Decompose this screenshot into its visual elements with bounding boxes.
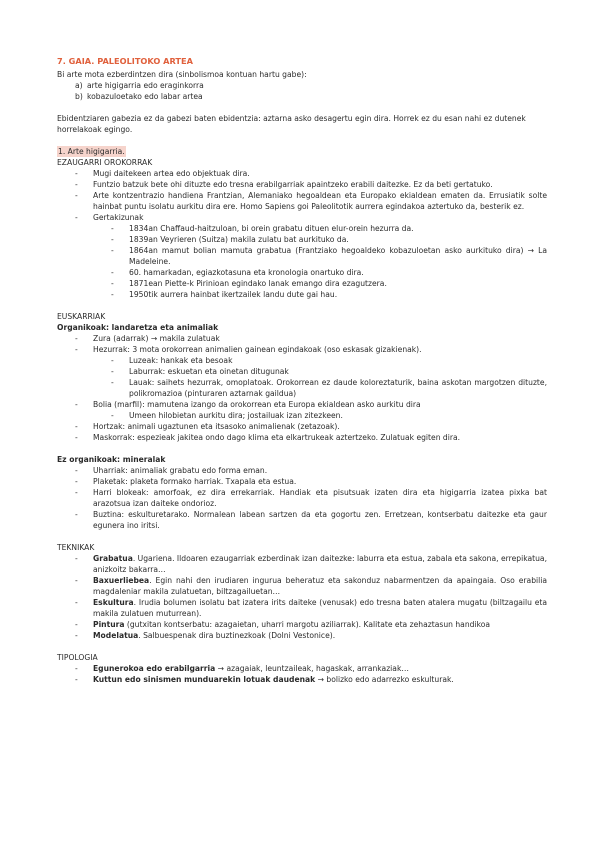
subheading: TIPOLOGIA [57,653,98,662]
list-item: - Arte kontzentrazio handiena Frantzian, Alemaniako hegoaldean eta Europako ekialdean ematen da. Errusiatik solte hainbat puntu isolatu aurkitu dira ere. Homo Sapiens goi Paleolitotik aurrera egindakoa aztertuko da, besterik ez. [57,190,547,212]
list-item-text: Hezurrak: 3 mota orokorrean animalien gainean egindakoak (oso eskasak gizakienak). [93,345,422,354]
event-item: - 1834an Chaffaud-haitzuloan, bi orein grabatu dituen elur-orein hezurra da. [93,223,547,234]
list-item [57,619,547,630]
list-item: - Plaketak: plaketa formako harriak. Txapala eta estua. [57,476,547,487]
sub-list [93,355,547,399]
term-description: → bolizko edo adarrezko eskulturak. [315,675,454,684]
term: Kuttun edo sinismen munduarekin lotuak daudenak [93,675,316,684]
term: Pintura [93,620,125,629]
event-item: - 60. hamarkadan, egiazkotasuna eta kronologia onartuko dira. [93,267,547,278]
organic-heading: Organikoak: landaretza eta animaliak [57,323,219,332]
list-item-text: Gertakizunak [93,213,144,222]
list-item [57,80,547,91]
list-item: - Harri blokeak: amorfoak, ez dira errekarriak. Handiak eta pisutsuak izaten dira eta higigarria izatea pixka bat arazotsua izan daiteke ondorioz. [57,487,547,509]
event-item: - 1950tik aurrera hainbat ikertzailek landu dute gai hau. [93,289,547,300]
characteristics-list [57,168,547,300]
typology-list [57,663,547,685]
term-description: . Egin nahi den irudiaren ingurua beheratuz eta sakonduz nabarmentzen da apaingaia. Oso erabilia magdaleniar makila zulatuetan, biltzagailuetan… [93,576,547,596]
term-description: . Ugariena. Ildoaren ezaugarriak ezberdinak izan daitezke: laburra eta estua, zabala eta sakona, errepikatua, anizkoitz bakarra… [93,554,547,574]
term-description: → azagaiak, leuntzaileak, hagaskak, arrankaziak… [215,664,409,673]
sub-list [93,410,547,421]
sub-item: - Umeen hilobietan aurkitu dira; jostailuak izan zitezkeen. [93,410,547,421]
term-description: (gutxitan kontserbatu: azagaietan, uharri margotu aziliarrak). Kalitate eta zehaztasun handikoa [124,620,490,629]
sub-item: - Lauak: saihets hezurrak, omoplatoak. Orokorrean ez daude koloreztaturik, baina askotan margotzen dituzte, polikromazioa (pinturaren aztarnak gaildua) [93,377,547,399]
list-item: - Zura (adarrak) → makila zulatuak [57,333,547,344]
list-item [57,344,547,399]
list-item-text: arte higigarria edo eraginkorra [87,81,204,90]
list-item-text: kobazuloetako edo labar artea [87,92,203,101]
sub-item: - Luzeak: hankak eta besoak [93,355,547,366]
term-description: . Irudia bolumen isolatu bat izatera irits daiteke (venusak) edo tresna baten atalera mugatu (biltzagailu eta makila zulatuen muturrean). [93,598,547,618]
list-item [57,212,547,300]
list-item [57,663,547,674]
term: Egunerokoa edo erabilgarria [93,664,216,673]
list-item [57,575,547,597]
list-item [57,553,547,575]
subheading: EZAUGARRI OROKORRAK [57,158,153,167]
term: Grabatua [93,554,133,563]
list-item: - Buztina: eskulturetarako. Normalean labean sartzen da eta gogortu zen. Erretzean, kontserbatu daitezke eta gaur egunera ino iritsi. [57,509,547,531]
intro-line: Bi arte mota ezberdintzen dira (sinbolismoa kontuan hartu gabe): [57,70,307,79]
inorganic-heading: Ez organikoak: mineralak [57,455,166,464]
list-item-text: Bolia (marfil): mamutena izango da orokorrean eta Europa ekialdean asko aurkitu dira [93,400,421,409]
organic-list [57,333,547,443]
event-item: - 1839an Veyrieren (Suitza) makila zulatu bat aurkituko da. [93,234,547,245]
list-item [57,630,547,641]
events-list [93,223,547,300]
list-marker: b) [75,92,83,101]
list-item [57,674,547,685]
subheading: EUSKARRIAK [57,312,106,321]
list-item: - Funtzio batzuk bete ohi dituzte edo tresna erabilgarriak apaintzeko erabili daitezke. Ez da beti gertatuko. [57,179,547,190]
inorganic-list [57,465,547,531]
document-page [57,56,547,685]
list-item [57,597,547,619]
list-item: - Uharriak: animaliak grabatu edo forma eman. [57,465,547,476]
techniques-list [57,553,547,641]
section-heading: 1. Arte higigarria. [58,147,125,156]
list-item: - Mugi daitekeen artea edo objektuak dira. [57,168,547,179]
sub-item: - Laburrak: eskuetan eta oinetan ditugunak [93,366,547,377]
list-item: - Maskorrak: espezieak jakitea ondo dago klima eta elkartrukeak aztertzeko. Zulatuak egiten dira. [57,432,547,443]
evidence-paragraph: Ebidentziaren gabezia ez da gabezi baten ebidentzia: aztarna asko desagertu egin dira. Horrek ez du esan nahi ez dutenek horrelakoak egingo. [57,114,526,134]
term: Eskultura [93,598,134,607]
term-description: . Salbuespenak dira buztinezkoak (Dolni Vestonice). [138,631,336,640]
list-marker: a) [75,81,83,90]
term: Modelatua [93,631,139,640]
list-item [57,399,547,421]
list-item [57,91,547,102]
event-item: - 1871ean Piette-k Pirinioan egindako lanak emango dira ezagutzera. [93,278,547,289]
subheading: TEKNIKAK [57,543,95,552]
list-item: - Hortzak: animali ugaztunen eta itsasoko animalienak (zetazoak). [57,421,547,432]
event-item: - 1864an mamut bolian mamuta grabatua (Frantziako hegoaldeko kobazuloetan asko aurkituko dira) → La Madeleine. [93,245,547,267]
term: Baxuerliebea [93,576,150,585]
page-title: 7. GAIA. PALEOLITOKO ARTEA [57,56,193,66]
